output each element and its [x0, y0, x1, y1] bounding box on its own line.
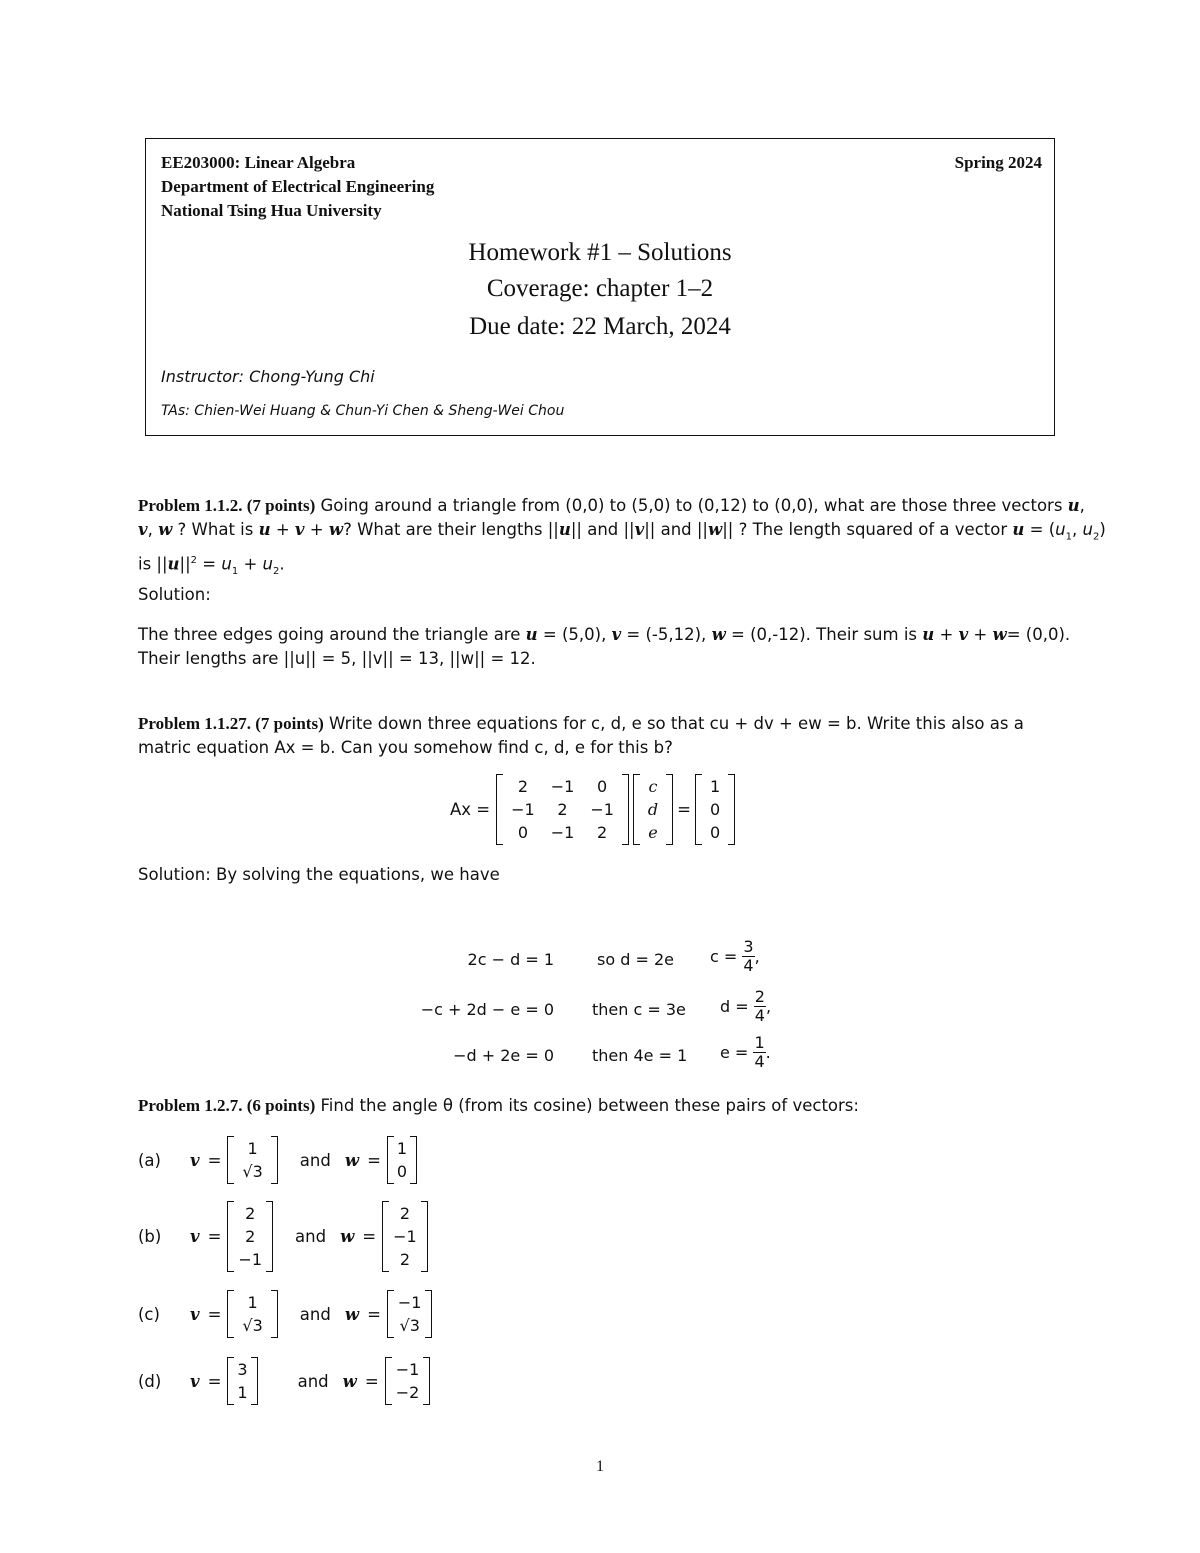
solution-label: Solution:: [138, 585, 211, 604]
page-number: 1: [596, 1458, 604, 1475]
vector-b: 1 0 0: [695, 774, 735, 845]
problem-heading: Problem 1.1.27. (7 points): [138, 714, 324, 733]
equation-3-result: e = $\frac{1}{4}$ .: [720, 1033, 771, 1071]
coverage: Coverage: chapter 1–2: [486, 275, 714, 302]
problem-text-line2: matric equation Ax = b. Can you somehow find c, d, e for this b?: [138, 738, 673, 757]
vector-v: 2 2 −1: [227, 1201, 273, 1272]
matrix-equation: Ax = 2 −1 0 −1 2 −1 0 −1 2 c d e = 1 0 0: [450, 774, 735, 845]
term: Spring 2024: [954, 153, 1042, 172]
problem-1-2-7: [138, 1094, 1063, 1118]
vector-w: −1 √3: [387, 1290, 433, 1338]
equation-1-note: so d = 2e: [597, 950, 674, 969]
solution-text: The three edges going around the triangle are: [138, 625, 521, 644]
problem-text-line1: Write down three equations for c, d, e so that cu + dv + ew = b. Write this also as a: [329, 714, 1024, 733]
and-label: and: [295, 1226, 327, 1246]
header-box: [145, 138, 1055, 436]
problem-heading: Problem 1.2.7. (6 points): [138, 1096, 316, 1115]
equation-2-note: then c = 3e: [592, 1000, 686, 1019]
university: National Tsing Hua University: [161, 201, 382, 220]
solution-sum: = (0,0).: [1006, 625, 1071, 644]
solution-w: = (0,-12). Their sum is: [731, 625, 918, 644]
and-label: and: [297, 1371, 329, 1391]
equation-3-note: then 4e = 1: [592, 1046, 688, 1065]
equation-2: −c + 2d − e = 0: [420, 1000, 554, 1019]
vector-w: 2 −1 2: [382, 1201, 428, 1272]
part-c: (c) v = 1 √3 and w = −1 √3: [138, 1278, 432, 1350]
problem-text-line1: Going around a triangle from (0,0) to (5,0) to (0,12) to (0,0), what are those three vectors: [320, 496, 1063, 515]
solution-lengths: Their lengths are ||u|| = 5, ||v|| = 13, ||w|| = 12.: [138, 649, 536, 668]
equation-3: −d + 2e = 0: [453, 1046, 554, 1065]
part-b: (b) v = 2 2 −1 and w = 2 −1 2: [138, 1200, 428, 1272]
course-title: EE203000: Linear Algebra: [161, 153, 356, 172]
part-label: (b): [138, 1226, 162, 1246]
matrix-a: 2 −1 0 −1 2 −1 0 −1 2: [496, 774, 629, 845]
part-label: (d): [138, 1371, 162, 1391]
vector-v: 1 √3: [227, 1136, 277, 1184]
vector-w: −1 −2: [385, 1357, 431, 1405]
department: Department of Electrical Engineering: [161, 177, 435, 196]
solution-1-1-2: The three edges going around the triangle are u = (5,0), v = (-5,12), w = (0,-12). Their sum is u + v + w= (0,0). Their lengths are ||u|| = 5, ||v|| = 13, ||w|| = 12.: [138, 623, 1063, 671]
equation-1: 2c − d = 1: [467, 950, 554, 969]
ax-label: Ax =: [450, 800, 491, 819]
problem-1-1-2: Problem 1.1.2. (7 points) Going around a triangle from (0,0) to (5,0) to (0,12) to (0,0), what are those three vectors u, v, w ? What is u + v + w? What are their lengths ||u|| and ||v|| and ||w|| ? The length squared of a vector $u = (u_1$, $u_2$) is $||u||^2 = u_1 + u_2$.: [138, 496, 1106, 578]
vector-x: c d e: [633, 774, 673, 845]
teaching-assistants: TAs: Chien-Wei Huang & Chun-Yi Chen & Sheng-Wei Chou: [161, 403, 565, 419]
problem-heading: Problem 1.1.2. (7 points): [138, 496, 316, 515]
part-label: (a): [138, 1150, 161, 1170]
and-label: and: [299, 1304, 331, 1324]
vector-v: 3 1: [227, 1357, 257, 1405]
part-a: (a) v = 1 √3 and w = 1 0: [138, 1124, 417, 1196]
solution-v: = (-5,12),: [626, 625, 707, 644]
homework-title: Homework #1 – Solutions: [468, 239, 732, 266]
vector-w: 1 0: [387, 1136, 417, 1184]
equation-1-result: c = $\frac{3}{4}$ ,: [710, 937, 760, 975]
instructor: Instructor: Chong-Yung Chi: [161, 367, 375, 386]
solution-intro: Solution: By solving the equations, we have: [138, 865, 500, 884]
equation-2-result: d = $\frac{2}{4}$ ,: [720, 987, 772, 1025]
problem-1-1-27: [138, 712, 1063, 760]
part-label: (c): [138, 1304, 160, 1324]
part-d: (d) v = 3 1 and w = −1 −2: [138, 1345, 430, 1417]
problem-text-line1: Find the angle θ (from its cosine) between these pairs of vectors:: [320, 1096, 859, 1115]
due-date: Due date: 22 March, 2024: [469, 313, 731, 340]
solution-u: = (5,0),: [542, 625, 607, 644]
and-label: and: [299, 1150, 331, 1170]
vector-v: 1 √3: [227, 1290, 277, 1338]
